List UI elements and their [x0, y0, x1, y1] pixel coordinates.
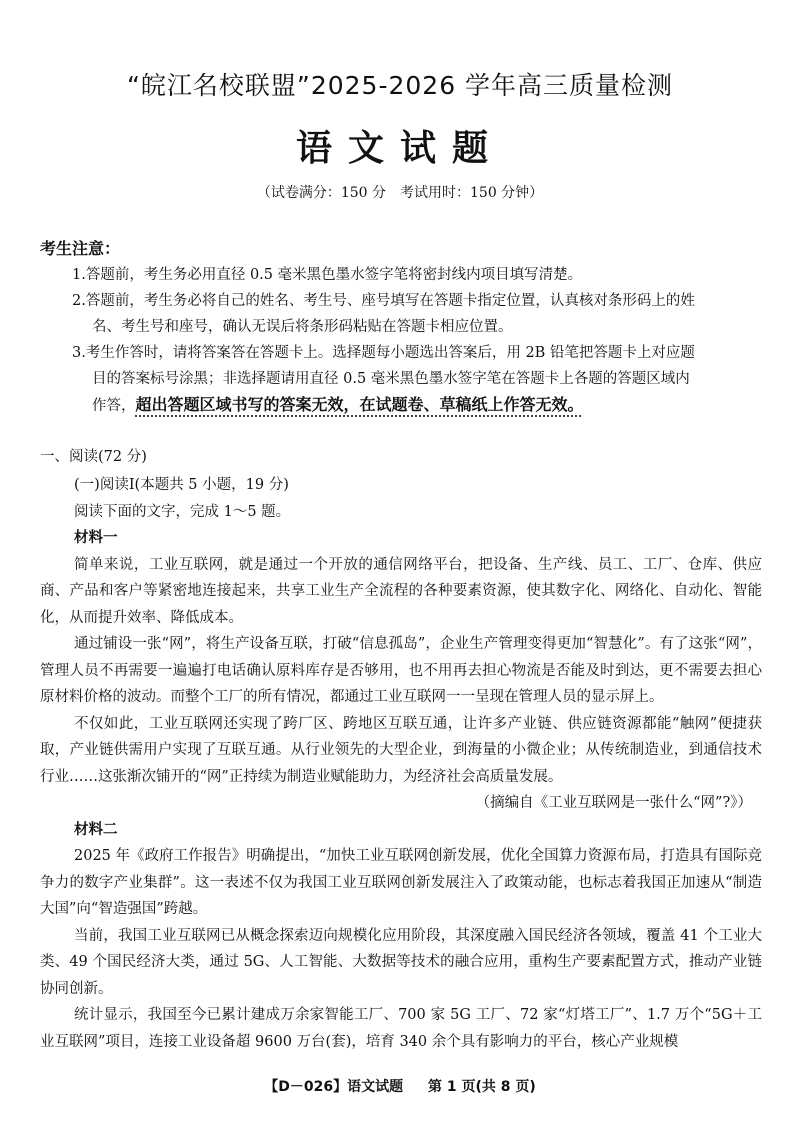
section-title: 一、阅读(72 分)	[40, 449, 147, 465]
footer-page-number: 第 1 页(共 8 页)	[427, 1079, 536, 1095]
material-2-title: 材料二	[74, 821, 118, 838]
notice-item-text: 2.答题前，考生务必将自己的姓名、考生号、座号填写在答题卡指定位置，认真核对条形码上的姓	[72, 293, 695, 309]
material-1-paragraph: 不仅如此，工业互联网还实现了跨厂区、跨地区互联互通，让许多产业链、供应链资源都能“触网”便捷获取，产业链供需用户实现了互联互通。从行业领先的大型企业，到海量的小微企业；从传统制造业，到通信技术行业……这张渐次铺开的“网”正持续为制造业赋能助力，为经济社会高质量发展。	[40, 715, 762, 785]
sub-section-title: (一)阅读Ⅰ(本题共 5 小题，19 分)	[74, 477, 289, 493]
notice-item-text: 1.答题前，考生务必用直径 0.5 毫米黑色墨水签字笔将密封线内项目填写清楚。	[72, 267, 583, 283]
material-1-paragraph: 简单来说，工业互联网，就是通过一个开放的通信网络平台，把设备、生产线、员工、工厂、仓库、供应商、产品和客户等紧密地连接起来，共享工业生产全流程的各种要素资源，使其数字化、网络化、自动化、智能化，从而提升效率、降低成本。	[40, 556, 762, 626]
page-footer	[0, 1076, 800, 1096]
notice-item-line	[72, 392, 762, 419]
notice-heading: 考生注意：	[40, 239, 121, 258]
material-1-paragraph: 通过铺设一张“网”，将生产设备互联，打破“信息孤岛”，企业生产管理变得更加“智慧化”。有了这张“网”，管理人员不再需要一遍遍打电话确认原料库存是否够用，也不用再去担心物流是否能及时到达，更不需要去担心原材料价格的波动。而整个工厂的所有情况，都通过工业互联网一一呈现在管理人员的显示屏上。	[40, 636, 762, 705]
emphasized-warning: 超出答题区域书写的答案无效，在试题卷、草稿纸上作答无效。	[135, 395, 584, 414]
notice-item-1	[72, 262, 762, 288]
notice-item-text: 目的答案标号涂黑；非选择题请用直径 0.5 毫米黑色墨水签字笔在答题卡上各题的答题区域内	[92, 371, 690, 387]
subject-title: 语文试题	[295, 127, 504, 169]
notice-item-text: 作答，	[92, 398, 136, 414]
notice-item-2	[72, 288, 762, 340]
material-1-source: （摘编自《工业互联网是一张什么“网”?》）	[475, 795, 752, 811]
exam-info: （试卷满分：150 分 考试用时：150 分钟）	[256, 185, 544, 201]
reading-body	[40, 472, 762, 1055]
notice-item-3	[72, 340, 762, 419]
notice-list	[72, 262, 762, 419]
footer-code: 【D－026】语文试题	[264, 1079, 404, 1095]
material-2-paragraph: 当前，我国工业互联网已从概念探索迈向规模化应用阶段，其深度融入国民经济各领域，覆盖 41 个工业大类、49 个国民经济大类，通过 5G、人工智能、大数据等技术的融合应用，重构生产要素配置方式，推动产业链协同创新。	[40, 927, 762, 997]
material-2-paragraph: 统计显示，我国至今已累计建成万余家智能工厂、700 家 5G 工厂、72 家“灯塔工厂”、1.7 万个“5G＋工业互联网”项目，连接工业设备超 9600 万台(套)，培育 340 余个具有影响力的平台，核心产业规模	[40, 1007, 762, 1050]
notice-item-text: 3.考生作答时，请将答案答在答题卡上。选择题每小题选出答案后，用 2B 铅笔把答题卡上对应题	[72, 345, 695, 361]
instruction: 阅读下面的文字，完成 1～5 题。	[74, 503, 291, 520]
exam-header-title: “皖江名校联盟”2025-2026 学年高三质量检测	[126, 71, 674, 100]
notice-item-text: 名、考生号和座号，确认无误后将条形码粘贴在答题卡相应位置。	[92, 319, 513, 335]
material-2-paragraph: 2025 年《政府工作报告》明确提出，“加快工业互联网创新发展，优化全国算力资源布局，打造具有国际竞争力的数字产业集群”。这一表述不仅为我国工业互联网创新发展注入了政策动能，也标志着我国正加速从“制造大国”向“智造强国”跨越。	[40, 848, 762, 917]
material-1-title: 材料一	[74, 530, 118, 546]
